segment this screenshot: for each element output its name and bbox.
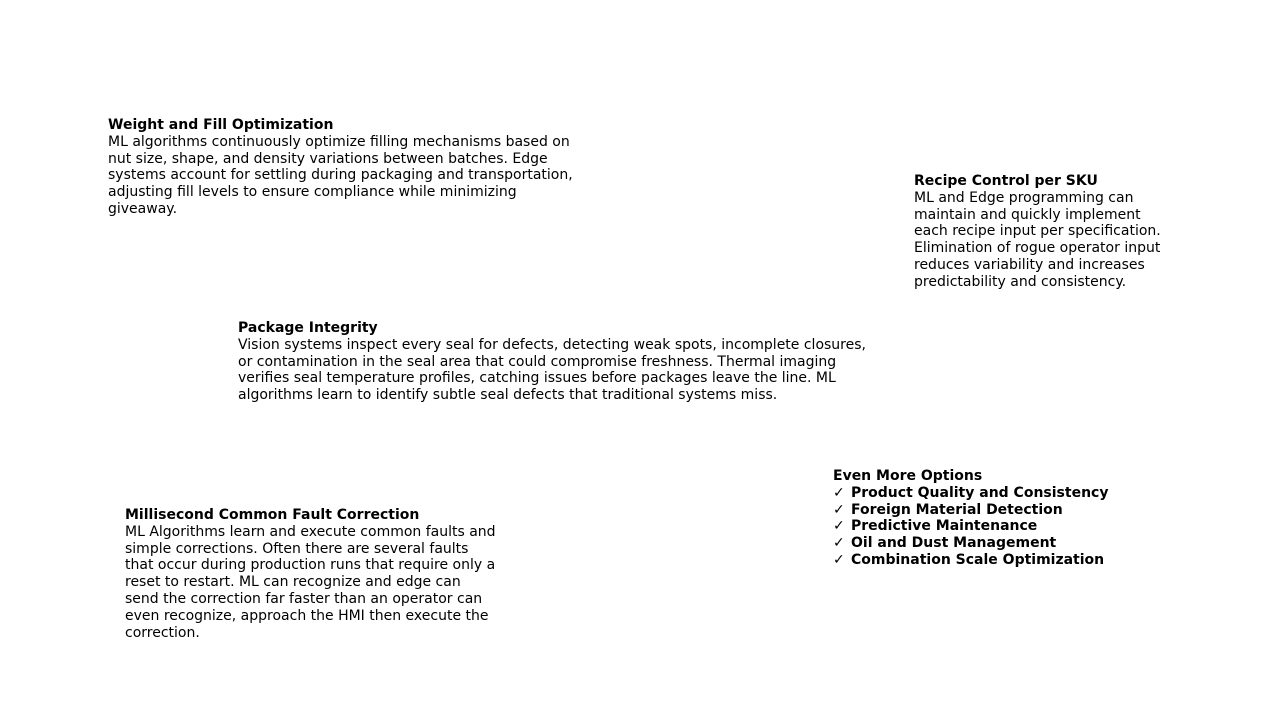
weight-fill-title: Weight and Fill Optimization (108, 117, 334, 133)
option-label: Predictive Maintenance (851, 518, 1038, 535)
check-icon: ✓ (833, 535, 845, 552)
even-more-options-section (833, 468, 1163, 569)
list-item (833, 518, 1163, 535)
list-item (833, 535, 1163, 552)
option-label: Product Quality and Consistency (851, 484, 1109, 501)
package-integrity-section (238, 320, 878, 404)
list-item (833, 552, 1163, 569)
weight-fill-body: ML algorithms continuously optimize filling mechanisms based on nut size, shape, and density variations between batches. Edge systems account for settling during packaging and transportation, adjusting fill levels to ensure compliance while minimizing giveaway. (108, 133, 573, 217)
fault-correction-body: ML Algorithms learn and execute common faults and simple corrections. Often there are several faults that occur during production runs that require only a reset to restart. ML can recognize and edge can send the correction far faster than an operator can even recognize, approach the HMI then execute the correction. (125, 523, 496, 641)
weight-fill-section (108, 117, 578, 218)
even-more-options-title: Even More Options (833, 468, 983, 484)
check-icon: ✓ (833, 518, 845, 535)
list-item (833, 502, 1163, 519)
option-label: Oil and Dust Management (851, 535, 1057, 552)
list-item (833, 485, 1163, 502)
check-icon: ✓ (833, 501, 845, 518)
option-label: Combination Scale Optimization (851, 551, 1105, 568)
fault-correction-title: Millisecond Common Fault Correction (125, 507, 420, 523)
options-list (833, 485, 1163, 569)
check-icon: ✓ (833, 484, 845, 501)
package-integrity-body: Vision systems inspect every seal for defects, detecting weak spots, incomplete closures, or contamination in the seal area that could compromise freshness. Thermal imaging verifies seal temperature profiles, catching issues before packages leave the line. ML algorithms learn to identify subtle seal defects that traditional systems miss. (238, 336, 866, 404)
recipe-control-title: Recipe Control per SKU (914, 173, 1098, 189)
recipe-control-body: ML and Edge programming can maintain and quickly implement each recipe input per specification. Elimination of rogue operator input reduces variability and increases predictability and consistency. (914, 189, 1161, 290)
recipe-control-section (914, 173, 1214, 291)
option-label: Foreign Material Detection (851, 501, 1063, 518)
fault-correction-section (125, 507, 515, 641)
check-icon: ✓ (833, 551, 845, 568)
package-integrity-title: Package Integrity (238, 320, 378, 336)
